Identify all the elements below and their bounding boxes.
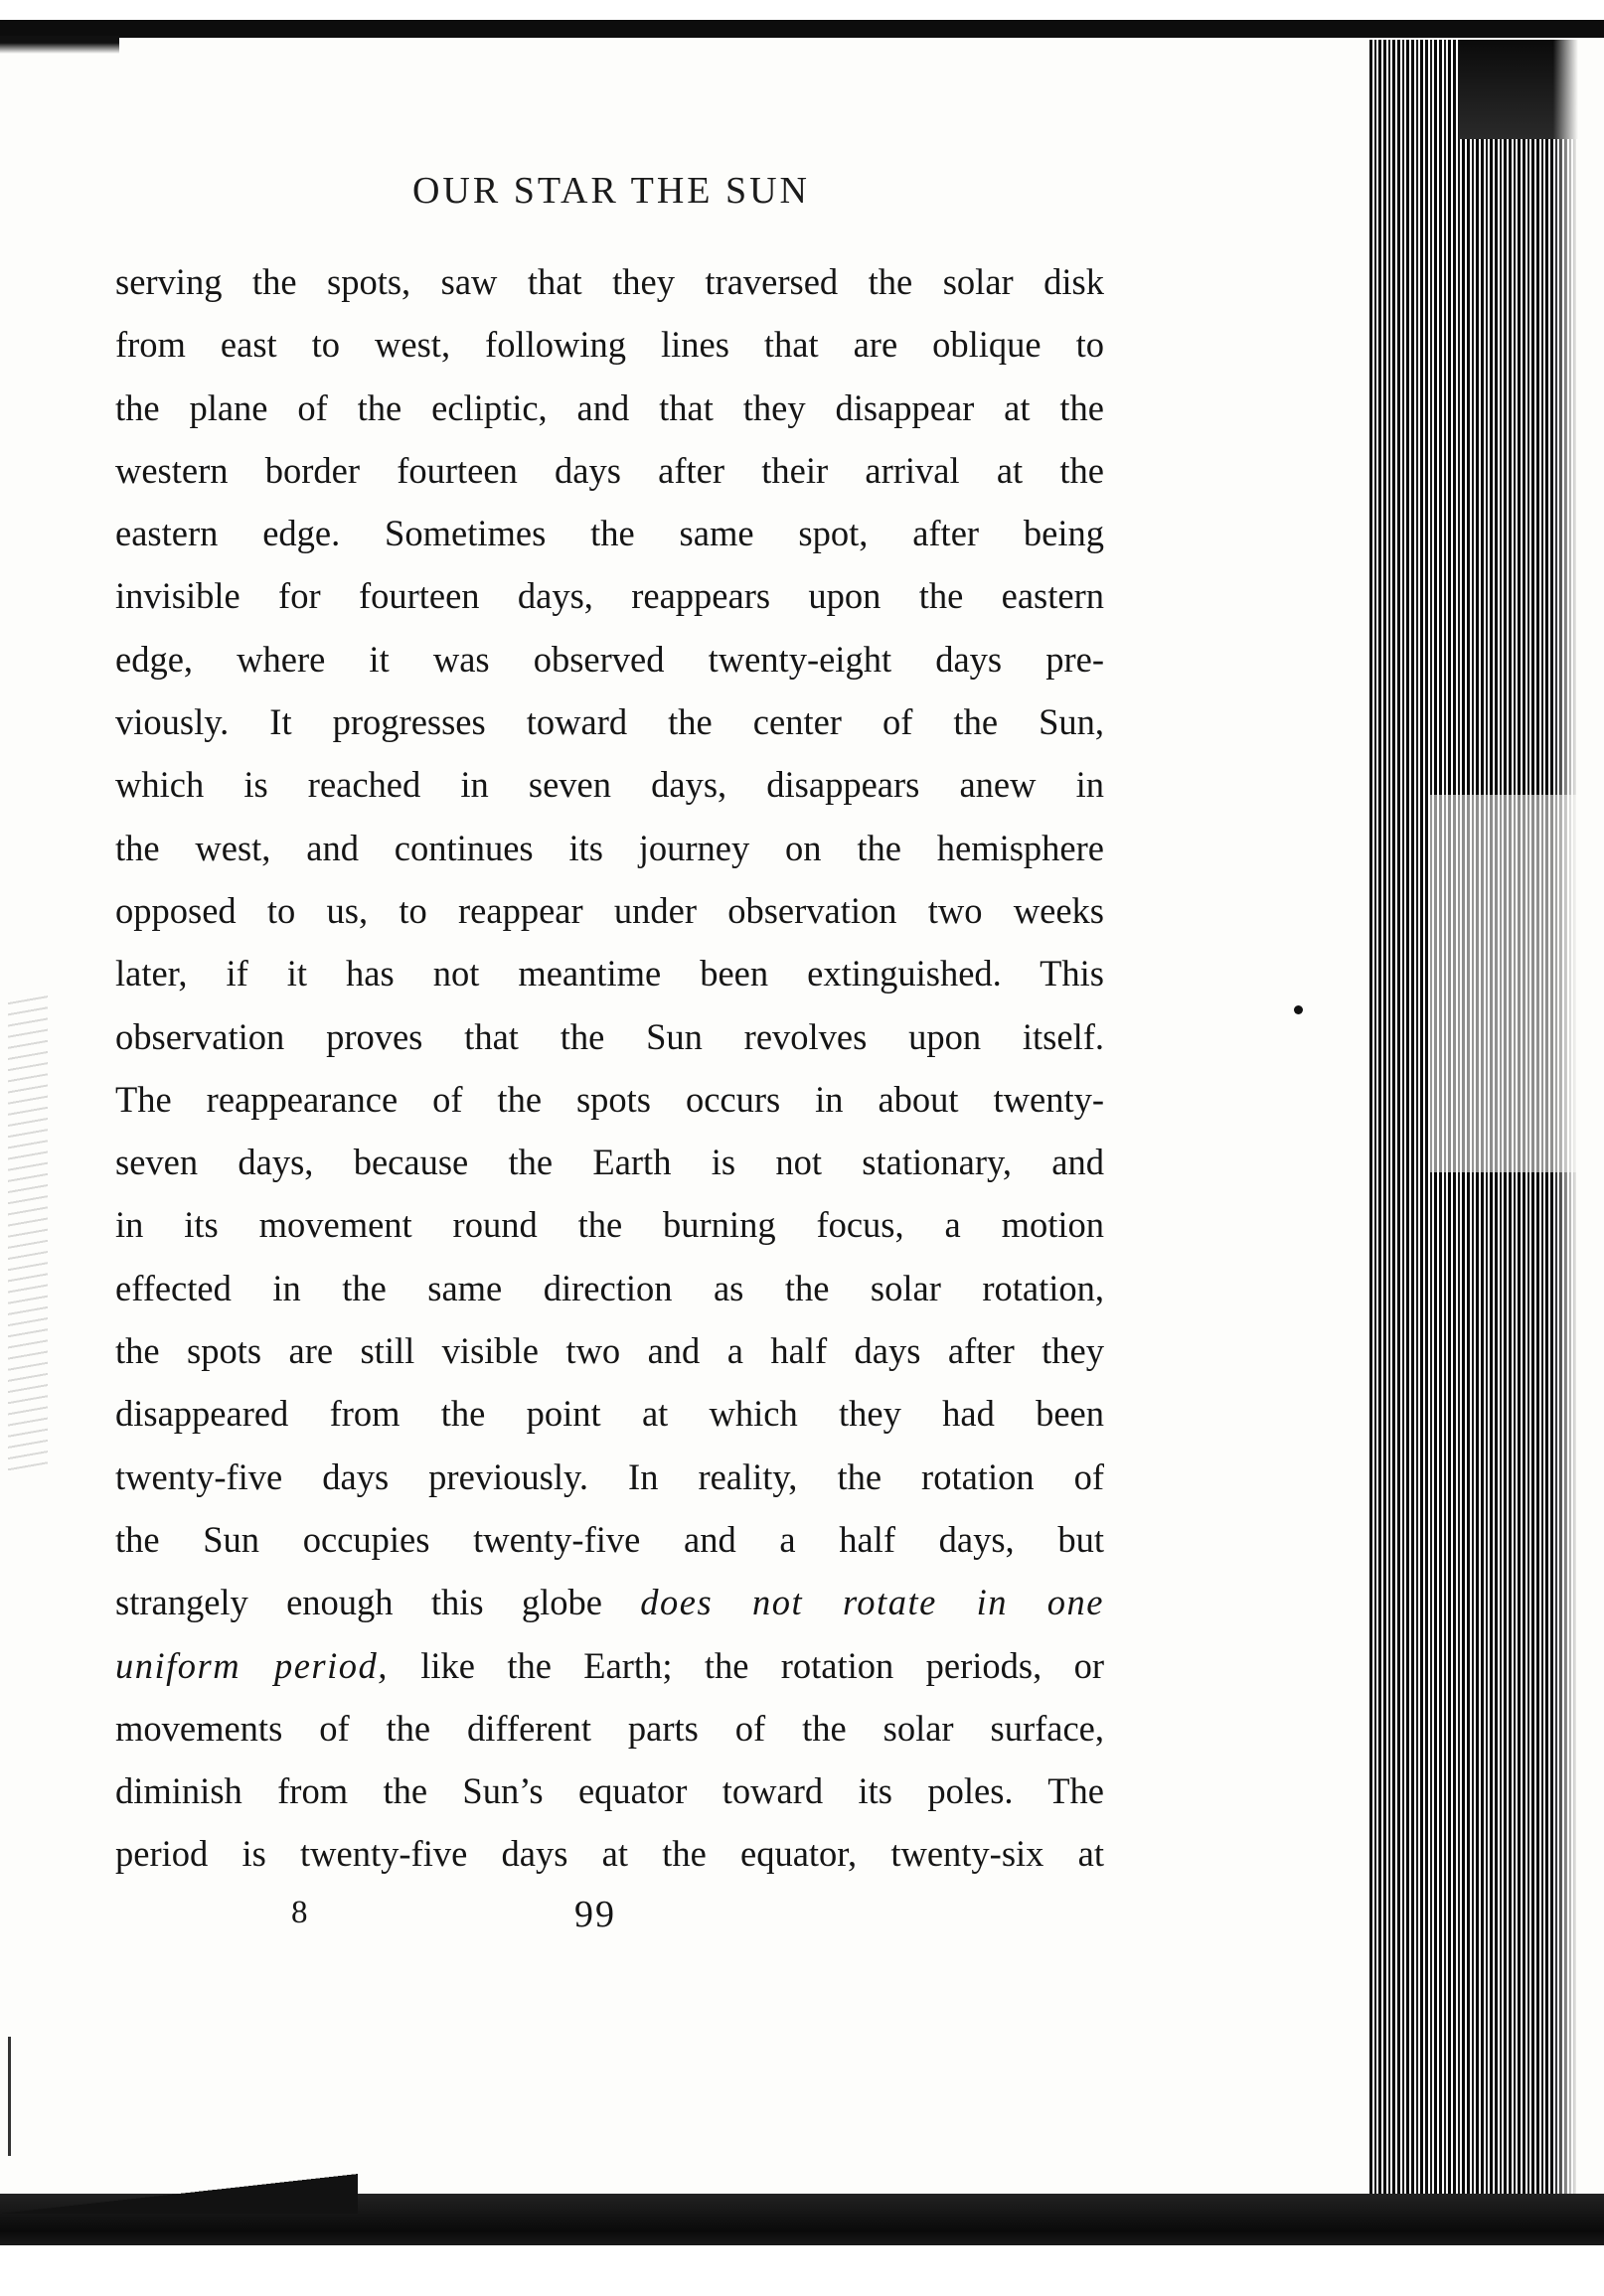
text-line-10: the west, and continues its journey on the hemisphere xyxy=(115,827,1104,868)
text-line-12: later, if it has not meantime been extinguished. This xyxy=(115,953,1104,995)
margin-speckles xyxy=(8,994,48,1470)
text-line-11: opposed to us, to reappear under observation two weeks xyxy=(115,889,1104,931)
text-line-9: which is reached in seven days, disappears anew in xyxy=(115,764,1104,806)
text-line-20: twenty-five days previously. In reality, the rotation of xyxy=(115,1455,1104,1497)
text-line-1: serving the spots, saw that they traversed the solar disk xyxy=(115,261,1104,302)
text-line-25: diminish from the Sun’s equator toward its poles. The xyxy=(115,1770,1104,1812)
running-head: OUR STAR THE SUN xyxy=(411,170,811,212)
text-line-16: in its movement round the burning focus, a motion xyxy=(115,1204,1104,1246)
text-line-22-italic: does not rotate in one xyxy=(640,1582,1104,1623)
page-number: 99 xyxy=(574,1894,616,1935)
text-line-14: The reappearance of the spots occurs in about twenty- xyxy=(115,1078,1104,1120)
text-line-26: period is twenty-five days at the equator, twenty-six at xyxy=(115,1833,1104,1875)
text-line-22 xyxy=(115,1571,1104,1633)
text-line-19: disappeared from the point at which they had been xyxy=(115,1393,1104,1435)
body-text xyxy=(115,250,1104,1886)
margin-dot xyxy=(1294,1005,1303,1014)
text-line-18: the spots are still visible two and a half days after they xyxy=(115,1330,1104,1372)
text-line-7: edge, where it was observed twenty-eight days pre- xyxy=(115,638,1104,680)
text-line-23-italic: uniform period, xyxy=(115,1644,389,1686)
text-line-22-roman: strangely enough this globe xyxy=(115,1582,602,1623)
text-line-8: viously. It progresses toward the center of the Sun, xyxy=(115,701,1104,743)
text-line-3: the plane of the ecliptic, and that they disappear at the xyxy=(115,386,1104,428)
text-line-4: western border fourteen days after their arrival at the xyxy=(115,449,1104,491)
text-line-5: eastern edge. Sometimes the same spot, after being xyxy=(115,513,1104,554)
page-bottom-edge-shadow xyxy=(0,2154,1604,2296)
signature-mark: 8 xyxy=(291,1895,308,1930)
page-top-edge-shadow xyxy=(0,0,1604,64)
text-line-21: the Sun occupies twenty-five and a half days, but xyxy=(115,1518,1104,1560)
text-line-17: effected in the same direction as the solar rotation, xyxy=(115,1267,1104,1308)
text-line-24: movements of the different parts of the solar surface, xyxy=(115,1707,1104,1749)
book-page-edges xyxy=(1369,40,1578,2255)
text-line-13: observation proves that the Sun revolves upon itself. xyxy=(115,1015,1104,1057)
left-margin-line xyxy=(8,2037,11,2156)
text-line-23-roman: like the Earth; the rotation periods, or xyxy=(420,1644,1104,1686)
text-line-2: from east to west, following lines that are oblique to xyxy=(115,324,1104,366)
text-line-23 xyxy=(115,1634,1104,1697)
text-line-6: invisible for fourteen days, reappears upon the eastern xyxy=(115,575,1104,617)
text-line-15: seven days, because the Earth is not stationary, and xyxy=(115,1142,1104,1183)
